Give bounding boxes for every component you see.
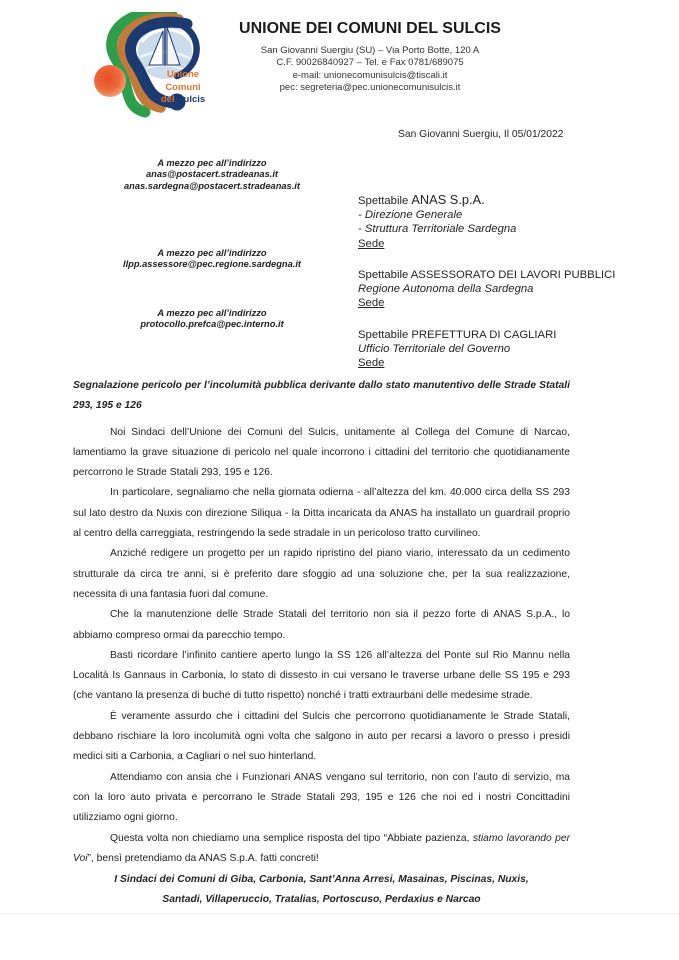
recipient-block-prefettura [358,328,620,371]
scan-artifact-line [0,913,679,914]
org-address: San Giovanni Suergiu (SU) – Via Porto Botte, 120 A [260,45,480,56]
recipient-name: ANAS S.p.A. [411,192,485,207]
pec-address: llpp.assessore@pec.regione.sardegna.it [122,259,302,270]
logo-sun-icon [94,65,126,97]
body-paragraph: Attendiamo con ansia che i Funzionari ANAS vengano sul territorio, non con l’auto di servizio, ma con la loro auto privata e percorrano le Strade Statali 293, 195 e 126 che noi ed i nostri Concittadini utilizziamo ogni giorno. [73,771,570,824]
body-paragraph: Che la manutenzione delle Strade Statali del territorio non sia il pezzo forte di ANAS S.p.A., lo abbiamo compreso ormai da parecchio tempo. [73,609,570,641]
org-cf-phone: C.F. 90026840927 – Tel. e Fax 0781/689075 [276,57,464,69]
org-pec: pec: segreteria@pec.unionecomunisulcis.it [279,81,461,93]
closing-italic: stiamo lavorando per Voi [73,832,571,864]
recipient-sub-line: - Struttura Territoriale Sardegna [358,223,517,236]
recipient-name: ASSESSORATO DEI LAVORI PUBBLICI [410,269,616,281]
signature-line-2: Santadi, Villaperuccio, Tratalias, Portoscuso, Perdaxius e Narcao [162,894,481,906]
recipient-name: PREFETTURA DI CAGLIARI [411,329,557,341]
closing-suffix: ”, bensì pretendiamo da ANAS S.p.A. fatti concreti! [87,852,319,864]
org-header [180,20,560,94]
signature-block [73,870,570,911]
recipient-block-anas [358,193,620,251]
pec-label: A mezzo pec all’indirizzo [157,248,267,258]
pec-label: A mezzo pec all’indirizzo [157,158,267,168]
pec-address: anas@postacert.stradeanas.it [145,169,279,180]
recipient-to: Spettabile ASSESSORATO DEI LAVORI PUBBLICI [358,269,616,281]
pec-block-3 [92,308,332,331]
pec-address: anas.sardegna@postacert.stradeanas.it [124,180,300,191]
org-title: UNIONE DEI COMUNI DEL SULCIS [239,20,501,37]
signature-line-1: I Sindaci dei Comuni di Giba, Carbonia, Sant’Anna Arresi, Masainas, Piscinas, Nuxis, [114,874,529,886]
recipient-sede: Sede [358,297,385,310]
recipient-sede: Sede [358,237,385,250]
body-paragraph: In particolare, segnaliamo che nella giornata odierna - all’altezza del km. 40.000 circa della SS 293 sul lato destro da Nuxis con direzione Siliqua - la Ditta incaricata da ANAS ha installato un guardrail proprio al centro della carreggiata, restringendo la sede stradale in un pericoloso tratto curvilineo. [73,487,570,540]
letter-body [73,376,570,911]
recipient-sub-line: Regione Autonoma della Sardegna [358,283,534,296]
recipient-to: Spettabile PREFETTURA DI CAGLIARI [358,329,557,341]
body-paragraph: Noi Sindaci dell’Unione dei Comuni del Sulcis, unitamente al Collega del Comune di Narcao, lamentiamo la grave situazione di pericolo nel quale incorrono i cittadini del territorio che quotidianamente percorrono le Strade Statali 293, 195 e 126. [73,426,570,479]
pec-block-1 [92,158,332,192]
body-paragraph: È veramente assurdo che i cittadini del Sulcis che percorrono quotidianamente le Strade Statali, debbano rischiare la loro incolumità ogni volta che salgono in auto per recarsi a lavoro o presso i presidi medici siti a Carbonia, a Cagliari o nel suo hinterland. [73,710,570,763]
recipient-sub-line: - Direzione Generale [358,209,463,222]
pec-address: protocollo.prefca@pec.interno.it [140,319,284,330]
closing-prefix: Questa volta non chiediamo una semplice risposta del tipo “Abbiate pazienza, [110,832,473,844]
body-paragraph: Anziché redigere un progetto per un rapido ripristino del piano viario, interessato da un cedimento strutturale da circa tre anni, si è preferito dare sfoggio ad una soluzione che, per la sua realizzazione, necessita di una fantasia fuori dal comune. [73,548,570,600]
recipient-sub-line: Ufficio Territoriale del Governo [358,343,511,356]
recipient-block-assessorato [358,268,620,311]
org-email: e-mail: unionecomunisulcis@tiscali.it [292,69,448,81]
recipient-to: Spettabile ANAS S.p.A. [358,192,485,207]
subject-line: Segnalazione pericolo per l’incolumità pubblica derivante dallo stato manutentivo delle Strade Statali 293, 195 e 126 [73,380,570,412]
closing-paragraph [73,829,570,870]
recipient-sede: Sede [358,357,385,370]
logo-text-line3: del Sulcis [160,94,206,105]
date-line: San Giovanni Suergiu, Il 05/01/2022 [398,129,564,140]
logo-text-line2: Comuni [165,81,201,93]
pec-label: A mezzo pec all’indirizzo [157,308,267,318]
pec-block-2 [92,248,332,271]
logo-text-line1: Unione [166,69,200,80]
body-paragraph: Basti ricordare l’infinito cantiere aperto lungo la SS 126 all’altezza del Ponte sul Rio Mannu nella Località Is Gannaus in Carbonia, lo stato di dissesto in cui versano le traverse urbane delle SS 195 e 293 (che vantano la presenza di buche di tutto rispetto) nonché i tratti extraurbani delle medesime strade. [73,649,570,702]
